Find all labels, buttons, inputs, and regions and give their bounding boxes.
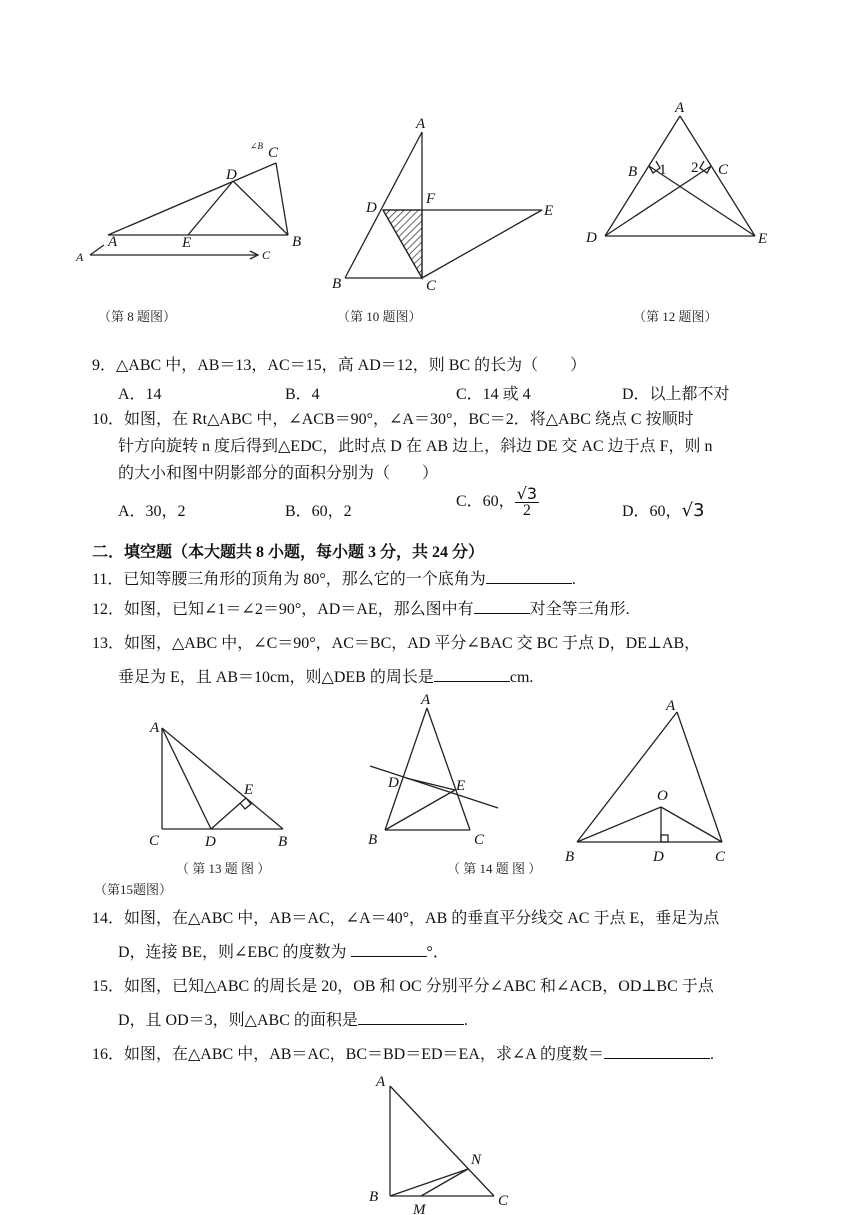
q14-line-1: 14．如图，在△ABC 中，AB＝AC，∠A＝40°，AB 的垂直平分线交 AC 于点 E，垂足为点 [92,910,720,927]
q10-option-a: A．30，2 [118,503,186,520]
q16 [92,1041,714,1064]
q10-option-c-numerator: √3 [516,484,538,503]
fig8-label-A2: A [76,250,84,264]
fig14-label-D: D [388,775,399,791]
q16-text: 16．如图，在△ABC 中，AB＝AC，BC＝BD＝ED＝EA，求∠A 的度数＝ [92,1046,604,1063]
q16-answer-blank[interactable] [604,1044,710,1059]
figure-13-diagram [140,712,300,852]
fig14-caption: （ 第 14 题 图 ） [447,861,542,876]
fig15-label-A: A [666,698,676,714]
fig16-label-B: B [369,1189,379,1205]
fig16-label-C: C [498,1193,509,1209]
q10-line-2: 针方向旋转 n 度后得到△EDC，此时点 D 在 AB 边上，斜边 DE 交 AC 边于点 F，则 n [118,438,713,455]
fig12-label-A: A [675,100,685,116]
q11 [92,566,576,589]
q12-answer-blank[interactable] [474,599,530,614]
q9-option-c: C．14 或 4 [456,386,531,403]
fig10-label-E: E [544,203,554,219]
fig13-caption: （ 第 13 题 图 ） [176,861,271,876]
figure-16-diagram [365,1068,525,1215]
fig8-caption: （第 8 题图） [98,309,177,324]
fig13-label-B: B [278,834,288,850]
q15-line-2 [118,1007,468,1030]
q14-answer-blank[interactable] [351,942,427,957]
figure-12-diagram [580,98,780,253]
fig8-label-C2: C [262,248,271,262]
q12-end: 对全等三角形. [529,601,630,618]
figure-12 [580,98,780,253]
q12 [92,596,630,619]
q10-option-c [456,486,539,519]
q10-option-c-prefix: C．60， [456,493,515,511]
q13-text: 垂足为 E，且 AB＝10cm，则△DEB 的周长是 [118,669,434,686]
fig10-caption: （第 10 题图） [337,309,422,324]
q14-line-2 [118,939,449,962]
q13-answer-blank[interactable] [434,667,510,682]
q13-unit: cm. [509,669,534,686]
fig12-label-2: 2 [691,160,699,176]
fig10-label-A: A [416,116,426,132]
figure-8-diagram [70,135,310,265]
fig16-label-N: N [471,1152,482,1168]
q11-answer-blank[interactable] [486,569,572,584]
q16-end: . [709,1046,714,1063]
fig12-caption: （第 12 题图） [633,309,718,324]
fig14-label-B: B [368,832,378,848]
q13-line-2 [118,664,533,687]
q13-line-1: 13．如图，△ABC 中，∠C＝90°，AC＝BC，AD 平分∠BAC 交 BC 于点 D，DE⊥AB， [92,635,701,652]
figure-14-diagram [360,690,510,850]
q14-text: D，连接 BE，则∠EBC 的度数为 [118,944,347,961]
figure-15-diagram [555,692,755,867]
fig12-label-C: C [718,162,729,178]
q10-option-c-denominator: 2 [522,502,531,519]
fig15-caption: （第15题图） [94,882,173,897]
figure-14 [360,690,510,850]
fig14-label-E: E [456,778,466,794]
q15-line-1: 15．如图，已知△ABC 的周长是 20，OB 和 OC 分别平分∠ABC 和∠ACB，OD⊥BC 于点 [92,978,714,995]
fig13-label-D: D [205,834,216,850]
fig8-label-A: A [108,234,118,250]
q10-option-b: B．60，2 [285,503,352,520]
fig8-label-arc: ∠B [250,141,264,151]
q10-option-d [622,498,704,521]
fig15-label-D: D [653,849,664,865]
fig15-label-C: C [715,849,726,865]
q9-option-b: B．4 [285,386,320,403]
figure-10 [325,112,565,302]
q15-text: D，且 OD＝3，则△ABC 的面积是 [118,1012,358,1029]
fig16-label-A: A [376,1074,386,1090]
q10-option-c-fraction [515,486,539,519]
q9-stem: 9．△ABC 中，AB＝13，AC＝15，高 AD＝12，则 BC 的长为（ ） [92,357,587,374]
fig10-label-C: C [426,278,437,294]
fig8-label-C: C [268,145,279,161]
fig13-label-C: C [149,833,160,849]
q9-option-d: D．以上都不对 [622,386,730,403]
q12-text: 12．如图，已知∠1＝∠2＝90°，AD＝AE，那么图中有 [92,601,474,618]
q9-option-a: A．14 [118,386,162,403]
q14-unit: °． [426,944,449,961]
q10-option-d-value: √3 [681,500,705,521]
fig12-label-1: 1 [659,162,667,178]
q10-option-d-prefix: D．60， [622,503,682,520]
q11-end: . [571,571,576,588]
q10-line-3: 的大小和图中阴影部分的面积分别为（ ） [118,465,439,482]
fig15-label-O: O [657,788,668,804]
fig12-label-B: B [628,164,638,180]
fig15-label-B: B [565,849,575,865]
q15-answer-blank[interactable] [358,1010,464,1025]
fig10-label-F: F [426,191,436,207]
fig16-label-M: M [413,1202,426,1215]
q15-end: . [463,1012,468,1029]
fig14-label-C: C [474,832,485,848]
fig14-label-A: A [421,692,431,708]
fig8-label-B: B [292,234,302,250]
q11-text: 11．已知等腰三角形的顶角为 80°，那么它的一个底角为 [92,571,486,588]
fig12-label-D: D [586,230,597,246]
fig10-label-D: D [366,200,377,216]
figure-13 [140,712,300,852]
fig8-label-D: D [226,167,237,183]
figure-8 [70,135,310,265]
q10-line-1: 10．如图，在 Rt△ABC 中，∠ACB＝90°，∠A＝30°，BC＝2．将△ABC 绕点 C 按顺时 [92,411,694,428]
figure-15 [555,692,755,867]
fig8-label-E: E [182,235,192,251]
section-2-title: 二．填空题（本大题共 8 小题，每小题 3 分，共 24 分） [92,544,485,561]
figure-16 [365,1068,525,1215]
fig13-label-A: A [150,720,160,736]
fig12-label-E: E [758,231,768,247]
figure-10-diagram [325,112,565,302]
fig13-label-E: E [244,782,254,798]
fig10-label-B: B [332,276,342,292]
